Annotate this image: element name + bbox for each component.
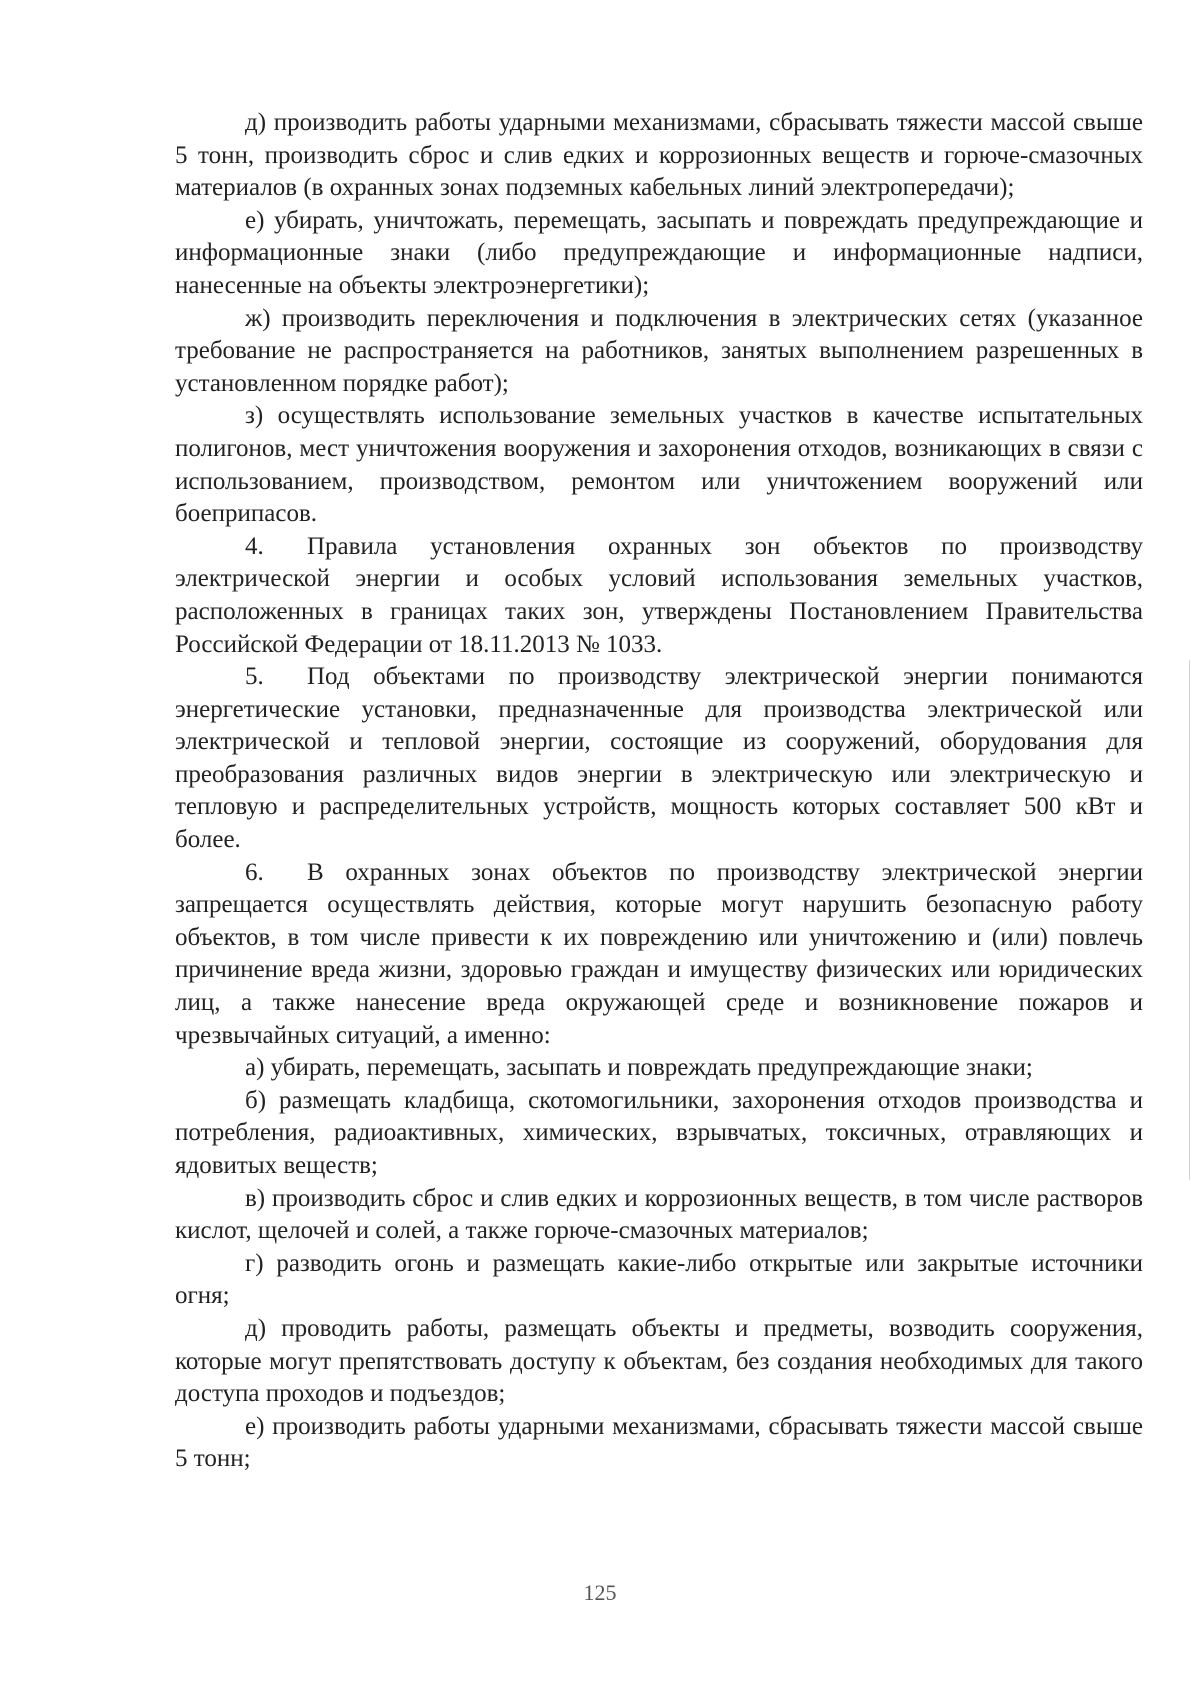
scan-edge-line — [1189, 660, 1190, 1180]
paragraph-z-land-use: з) осуществлять использование земельных участков в качестве испытательных полигонов, мест уничтожения вооружения и захоронения отходов, возникающих в связи с использованием, производством, ремонтом или уничтожением вооружений или боеприпасов. — [175, 402, 1143, 528]
paragraph-5-definition: 5. Под объектами по производству электрической энергии понимаются энергетические установки, предназначенные для производства электрической или электрической и тепловой энергии, состоящие из сооружений, оборудования для преобразования различных видов энергии в электрическую или электрическую и тепловую и распределительных устройств, мощность которых составляет 500 кВт и более. — [175, 663, 1143, 854]
paragraph-number: 4. — [245, 532, 264, 560]
paragraph-number: 5. — [245, 663, 264, 691]
list-item-g: г) разводить огонь и размещать какие-либо открытые или закрытые источники огня; — [175, 1249, 1143, 1310]
list-item-d: д) проводить работы, размещать объекты и предметы, возводить сооружения, которые могут препятствовать доступу к объектам, без создания необходимых для такого доступа проходов и подъездов; — [175, 1314, 1143, 1408]
paragraph-e-signs: е) убирать, уничтожать, перемещать, засыпать и повреждать предупреждающие и информационные знаки (либо предупреждающие и информационные надписи, нанесенные на объекты электроэнергетики); — [175, 206, 1143, 299]
list-item-a: а) убирать, перемещать, засыпать и повреждать предупреждающие знаки; — [245, 1054, 1033, 1082]
paragraph-6-prohibitions: 6. В охранных зонах объектов по производству электрической энергии запрещается осуществлять действия, которые могут нарушить безопасную работу объектов, в том числе привести к их повреждению или уничтожению и (или) повлечь причинение вреда жизни, здоровью граждан и имуществу физических или юридических лиц, а также нанесение вреда окружающей среде и возникновение пожаров и чрезвычайных ситуаций, а именно: — [175, 858, 1143, 1049]
document-body — [175, 107, 1143, 1476]
paragraph-4-rules: 4. Правила установления охранных зон объектов по производству электрической энергии и особых условий использования земельных участков, расположенных в границах таких зон, утверждены Постановлением Правительства Российской Федерации от 18.11.2013 № 1033. — [175, 532, 1143, 658]
paragraph-zh-switching: ж) производить переключения и подключения в электрических сетях (указанное требование не распространяется на работников, занятых выполнением разрешенных в установленном порядке работ); — [175, 304, 1143, 397]
paragraph-d-hammer-works: д) производить работы ударными механизмами, сбрасывать тяжести массой свыше 5 тонн, производить сброс и слив едких и коррозионных веществ и горюче-смазочных материалов (в охранных зонах подземных кабельных линий электропередачи); — [175, 109, 1143, 202]
list-item-e: е) производить работы ударными механизмами, сбрасывать тяжести массой свыше 5 тонн; — [175, 1412, 1143, 1473]
list-item-b: б) размещать кладбища, скотомогильники, захоронения отходов производства и потребления, радиоактивных, химических, взрывчатых, токсичных, отравляющих и ядовитых веществ; — [175, 1086, 1143, 1179]
list-item-v: в) производить сброс и слив едких и коррозионных веществ, в том числе растворов кислот, щелочей и солей, а также горюче-смазочных материалов; — [175, 1184, 1143, 1245]
paragraph-number: 6. — [245, 858, 264, 886]
page-number: 125 — [583, 1580, 617, 1605]
